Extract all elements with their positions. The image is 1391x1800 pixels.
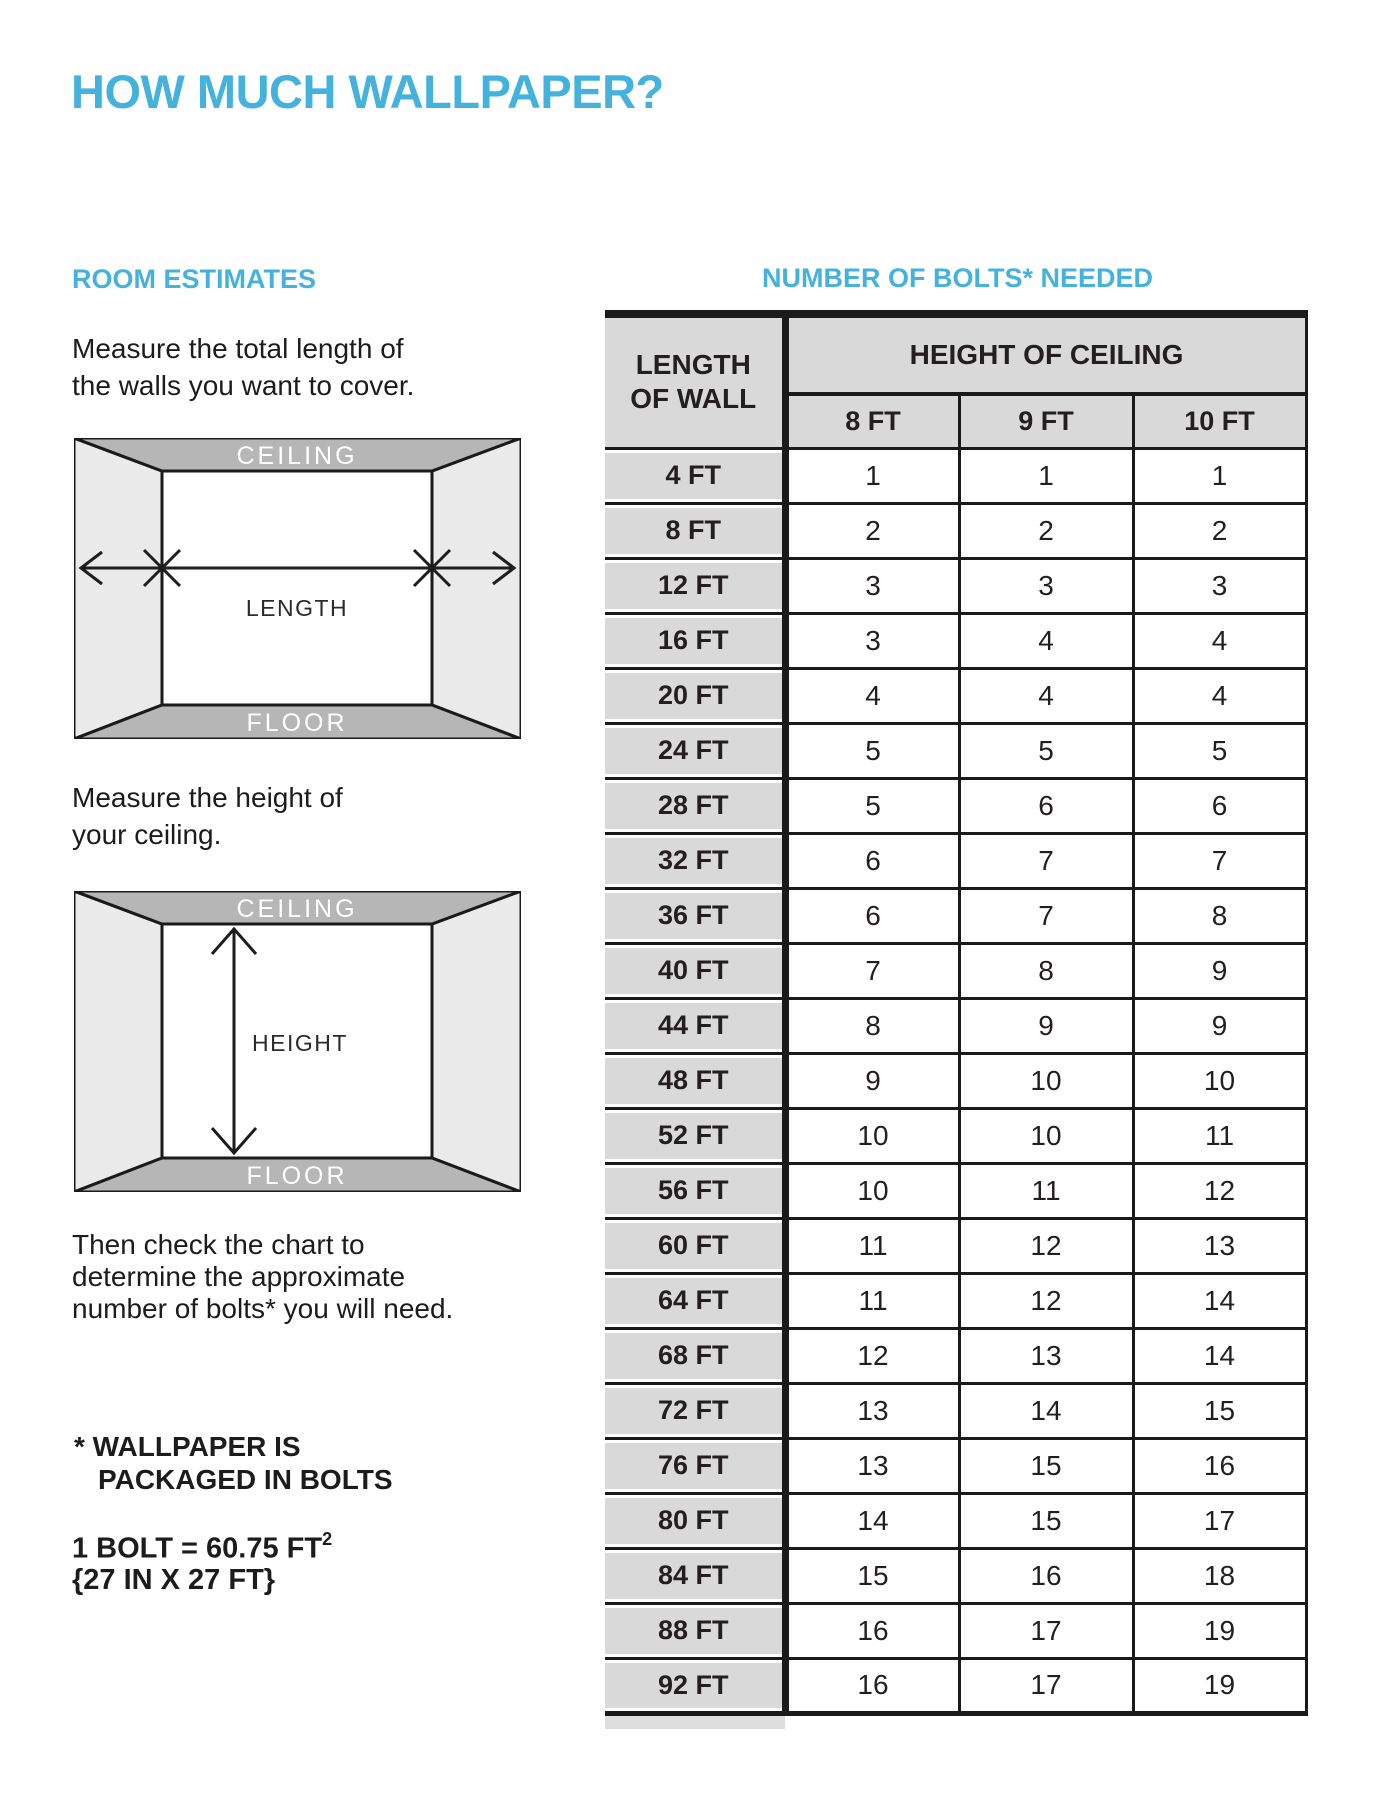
wall-length-label: 52 FT: [605, 1108, 785, 1163]
wall-length-label: 84 FT: [605, 1548, 785, 1603]
bolt-count-cell: 9: [959, 998, 1133, 1053]
bolt-count-cell: 10: [959, 1053, 1133, 1108]
bolt-count-cell: 14: [1133, 1273, 1306, 1328]
wall-length-label: 64 FT: [605, 1273, 785, 1328]
table-footer-stub: [605, 1716, 785, 1729]
table-row: [605, 1108, 1306, 1163]
wall-length-label: 80 FT: [605, 1493, 785, 1548]
bolt-count-cell: 13: [785, 1438, 959, 1493]
table-row: [605, 503, 1306, 558]
wall-length-label: 4 FT: [605, 448, 785, 503]
bolts-table-header: [605, 314, 1306, 448]
bolt-count-cell: 15: [785, 1548, 959, 1603]
bolt-count-cell: 7: [959, 833, 1133, 888]
bolt-count-cell: 4: [785, 668, 959, 723]
bolt-count-cell: 6: [785, 833, 959, 888]
bolt-count-cell: 7: [785, 943, 959, 998]
wall-length-label: 28 FT: [605, 778, 785, 833]
bolt-count-cell: 12: [1133, 1163, 1306, 1218]
column-header-10ft: 10 FT: [1133, 394, 1306, 448]
column-header-8ft: 8 FT: [785, 394, 959, 448]
bolt-count-cell: 8: [959, 943, 1133, 998]
room-height-diagram-svg: [74, 891, 521, 1192]
squared-superscript: 2: [322, 1529, 333, 1549]
bolt-count-cell: 5: [1133, 723, 1306, 778]
bolt-count-cell: 13: [1133, 1218, 1306, 1273]
floor-label: FLOOR: [246, 709, 348, 737]
wall-length-label: 60 FT: [605, 1218, 785, 1273]
paragraph-line: Measure the total length of: [72, 333, 404, 364]
bolt-count-cell: 17: [959, 1603, 1133, 1658]
ceiling-label: CEILING: [236, 895, 358, 923]
bolt-count-cell: 1: [1133, 448, 1306, 503]
wall-length-label: 92 FT: [605, 1658, 785, 1713]
bolt-count-cell: 18: [1133, 1548, 1306, 1603]
bolts-table-section: [605, 264, 1310, 1729]
header-line: LENGTH: [635, 349, 751, 381]
bolt-count-cell: 7: [959, 888, 1133, 943]
bolt-count-cell: 15: [1133, 1383, 1306, 1438]
bolt-count-cell: 10: [785, 1108, 959, 1163]
bolt-count-cell: 3: [785, 613, 959, 668]
bolt-count-cell: 3: [959, 558, 1133, 613]
room-length-diagram: [74, 438, 521, 739]
table-row: [605, 1658, 1306, 1713]
bolt-equation-line: [72, 1526, 332, 1565]
table-row: [605, 448, 1306, 503]
bolt-count-cell: 10: [959, 1108, 1133, 1163]
bolt-count-cell: 14: [1133, 1328, 1306, 1383]
bolt-count-cell: 16: [959, 1548, 1133, 1603]
bolt-count-cell: 13: [959, 1328, 1133, 1383]
paragraph-line: the walls you want to cover.: [72, 370, 415, 401]
bolt-count-cell: 11: [785, 1218, 959, 1273]
check-chart-paragraph: [72, 1229, 453, 1325]
length-dimension-label: LENGTH: [245, 595, 349, 621]
table-row: [605, 1603, 1306, 1658]
bolt-count-cell: 1: [785, 448, 959, 503]
bolt-count-cell: 4: [959, 613, 1133, 668]
room-estimates-heading: ROOM ESTIMATES: [72, 264, 317, 294]
bolt-count-cell: 16: [785, 1658, 959, 1713]
bolt-count-cell: 7: [1133, 833, 1306, 888]
wall-length-label: 16 FT: [605, 613, 785, 668]
room-height-diagram: [74, 891, 521, 1192]
bolt-count-cell: 9: [785, 1053, 959, 1108]
table-row: [605, 833, 1306, 888]
wall-length-label: 44 FT: [605, 998, 785, 1053]
table-row: [605, 613, 1306, 668]
bolt-count-cell: 8: [785, 998, 959, 1053]
bolt-equation-text: 1 BOLT = 60.75 FT: [72, 1532, 323, 1565]
bolt-count-cell: 9: [1133, 943, 1306, 998]
bolt-count-cell: 11: [1133, 1108, 1306, 1163]
bolts-table: [605, 310, 1308, 1716]
paragraph-line: Then check the chart to: [72, 1229, 365, 1260]
room-length-diagram-svg: [74, 438, 521, 739]
table-row: [605, 1548, 1306, 1603]
bolt-count-cell: 5: [959, 723, 1133, 778]
bolt-count-cell: 13: [785, 1383, 959, 1438]
table-row: [605, 888, 1306, 943]
table-row: [605, 998, 1306, 1053]
left-wall-shape: [74, 438, 162, 739]
wall-length-label: 40 FT: [605, 943, 785, 998]
bolt-count-cell: 4: [1133, 668, 1306, 723]
bolt-count-cell: 5: [785, 778, 959, 833]
wall-length-label: 24 FT: [605, 723, 785, 778]
right-wall-shape: [432, 438, 521, 739]
wall-length-label: 36 FT: [605, 888, 785, 943]
floor-label: FLOOR: [246, 1162, 348, 1190]
table-row: [605, 668, 1306, 723]
bolt-count-cell: 6: [959, 778, 1133, 833]
page-title: HOW MUCH WALLPAPER?: [71, 65, 664, 118]
bolt-count-cell: 9: [1133, 998, 1306, 1053]
left-wall-shape: [74, 891, 162, 1192]
bolt-count-cell: 6: [785, 888, 959, 943]
bolt-count-cell: 14: [959, 1383, 1133, 1438]
length-of-wall-header: [605, 314, 785, 448]
bolt-count-cell: 3: [1133, 558, 1306, 613]
table-row: [605, 1328, 1306, 1383]
bolt-count-cell: 8: [1133, 888, 1306, 943]
paragraph-line: number of bolts* you will need.: [72, 1293, 454, 1324]
bolt-count-cell: 16: [785, 1603, 959, 1658]
height-of-ceiling-header: HEIGHT OF CEILING: [785, 314, 1306, 394]
paragraph-line: your ceiling.: [72, 819, 222, 850]
bolt-count-cell: 11: [785, 1273, 959, 1328]
wall-length-label: 72 FT: [605, 1383, 785, 1438]
table-row: [605, 778, 1306, 833]
table-row: [605, 1493, 1306, 1548]
table-row: [605, 943, 1306, 998]
wall-length-label: 8 FT: [605, 503, 785, 558]
wall-length-label: 68 FT: [605, 1328, 785, 1383]
paragraph-line: Measure the height of: [72, 782, 343, 813]
bolt-count-cell: 1: [959, 448, 1133, 503]
bolt-count-cell: 10: [1133, 1053, 1306, 1108]
bolt-count-cell: 16: [1133, 1438, 1306, 1493]
wall-length-label: 88 FT: [605, 1603, 785, 1658]
bolt-count-cell: 3: [785, 558, 959, 613]
table-row: [605, 1273, 1306, 1328]
measure-length-paragraph: [72, 330, 414, 404]
bolt-count-cell: 17: [1133, 1493, 1306, 1548]
bolt-count-cell: 10: [785, 1163, 959, 1218]
bolts-table-title: NUMBER OF BOLTS* NEEDED: [761, 263, 1153, 293]
bolt-count-cell: 6: [1133, 778, 1306, 833]
bolt-size-info: [72, 1526, 332, 1596]
header-line: OF WALL: [630, 383, 757, 415]
bolt-count-cell: 12: [785, 1328, 959, 1383]
footnote-line: * WALLPAPER IS: [74, 1431, 301, 1462]
bolt-count-cell: 15: [959, 1438, 1133, 1493]
bolt-count-cell: 15: [959, 1493, 1133, 1548]
bolt-count-cell: 4: [1133, 613, 1306, 668]
bolt-count-cell: 19: [1133, 1658, 1306, 1713]
bolt-count-cell: 4: [959, 668, 1133, 723]
bolt-count-cell: 19: [1133, 1603, 1306, 1658]
bolt-count-cell: 11: [959, 1163, 1133, 1218]
bolts-table-body: [605, 448, 1306, 1713]
table-row: [605, 1383, 1306, 1438]
height-dimension-label: HEIGHT: [252, 1030, 348, 1056]
ceiling-label: CEILING: [236, 442, 358, 470]
bolt-count-cell: 17: [959, 1658, 1133, 1713]
bolt-count-cell: 12: [959, 1273, 1133, 1328]
bolt-count-cell: 14: [785, 1493, 959, 1548]
wall-length-label: 20 FT: [605, 668, 785, 723]
bolt-dimensions-line: {27 IN X 27 FT}: [72, 1563, 276, 1596]
paragraph-line: determine the approximate: [72, 1261, 406, 1292]
bolt-count-cell: 2: [785, 503, 959, 558]
back-wall-shape: [162, 471, 432, 705]
bolt-count-cell: 2: [959, 503, 1133, 558]
bolt-count-cell: 12: [959, 1218, 1133, 1273]
bolt-count-cell: 5: [785, 723, 959, 778]
measure-height-paragraph: [72, 779, 343, 853]
table-row: [605, 1218, 1306, 1273]
table-row: [605, 1053, 1306, 1108]
wall-length-label: 48 FT: [605, 1053, 785, 1108]
wall-length-label: 76 FT: [605, 1438, 785, 1493]
table-row: [605, 723, 1306, 778]
right-wall-shape: [432, 891, 521, 1192]
wall-length-label: 32 FT: [605, 833, 785, 888]
table-row: [605, 1163, 1306, 1218]
wall-length-label: 56 FT: [605, 1163, 785, 1218]
table-row: [605, 1438, 1306, 1493]
bolt-count-cell: 2: [1133, 503, 1306, 558]
column-header-9ft: 9 FT: [959, 394, 1133, 448]
bolts-footnote: [74, 1430, 393, 1496]
wall-length-label: 12 FT: [605, 558, 785, 613]
footnote-line: PACKAGED IN BOLTS: [98, 1464, 393, 1495]
table-row: [605, 558, 1306, 613]
